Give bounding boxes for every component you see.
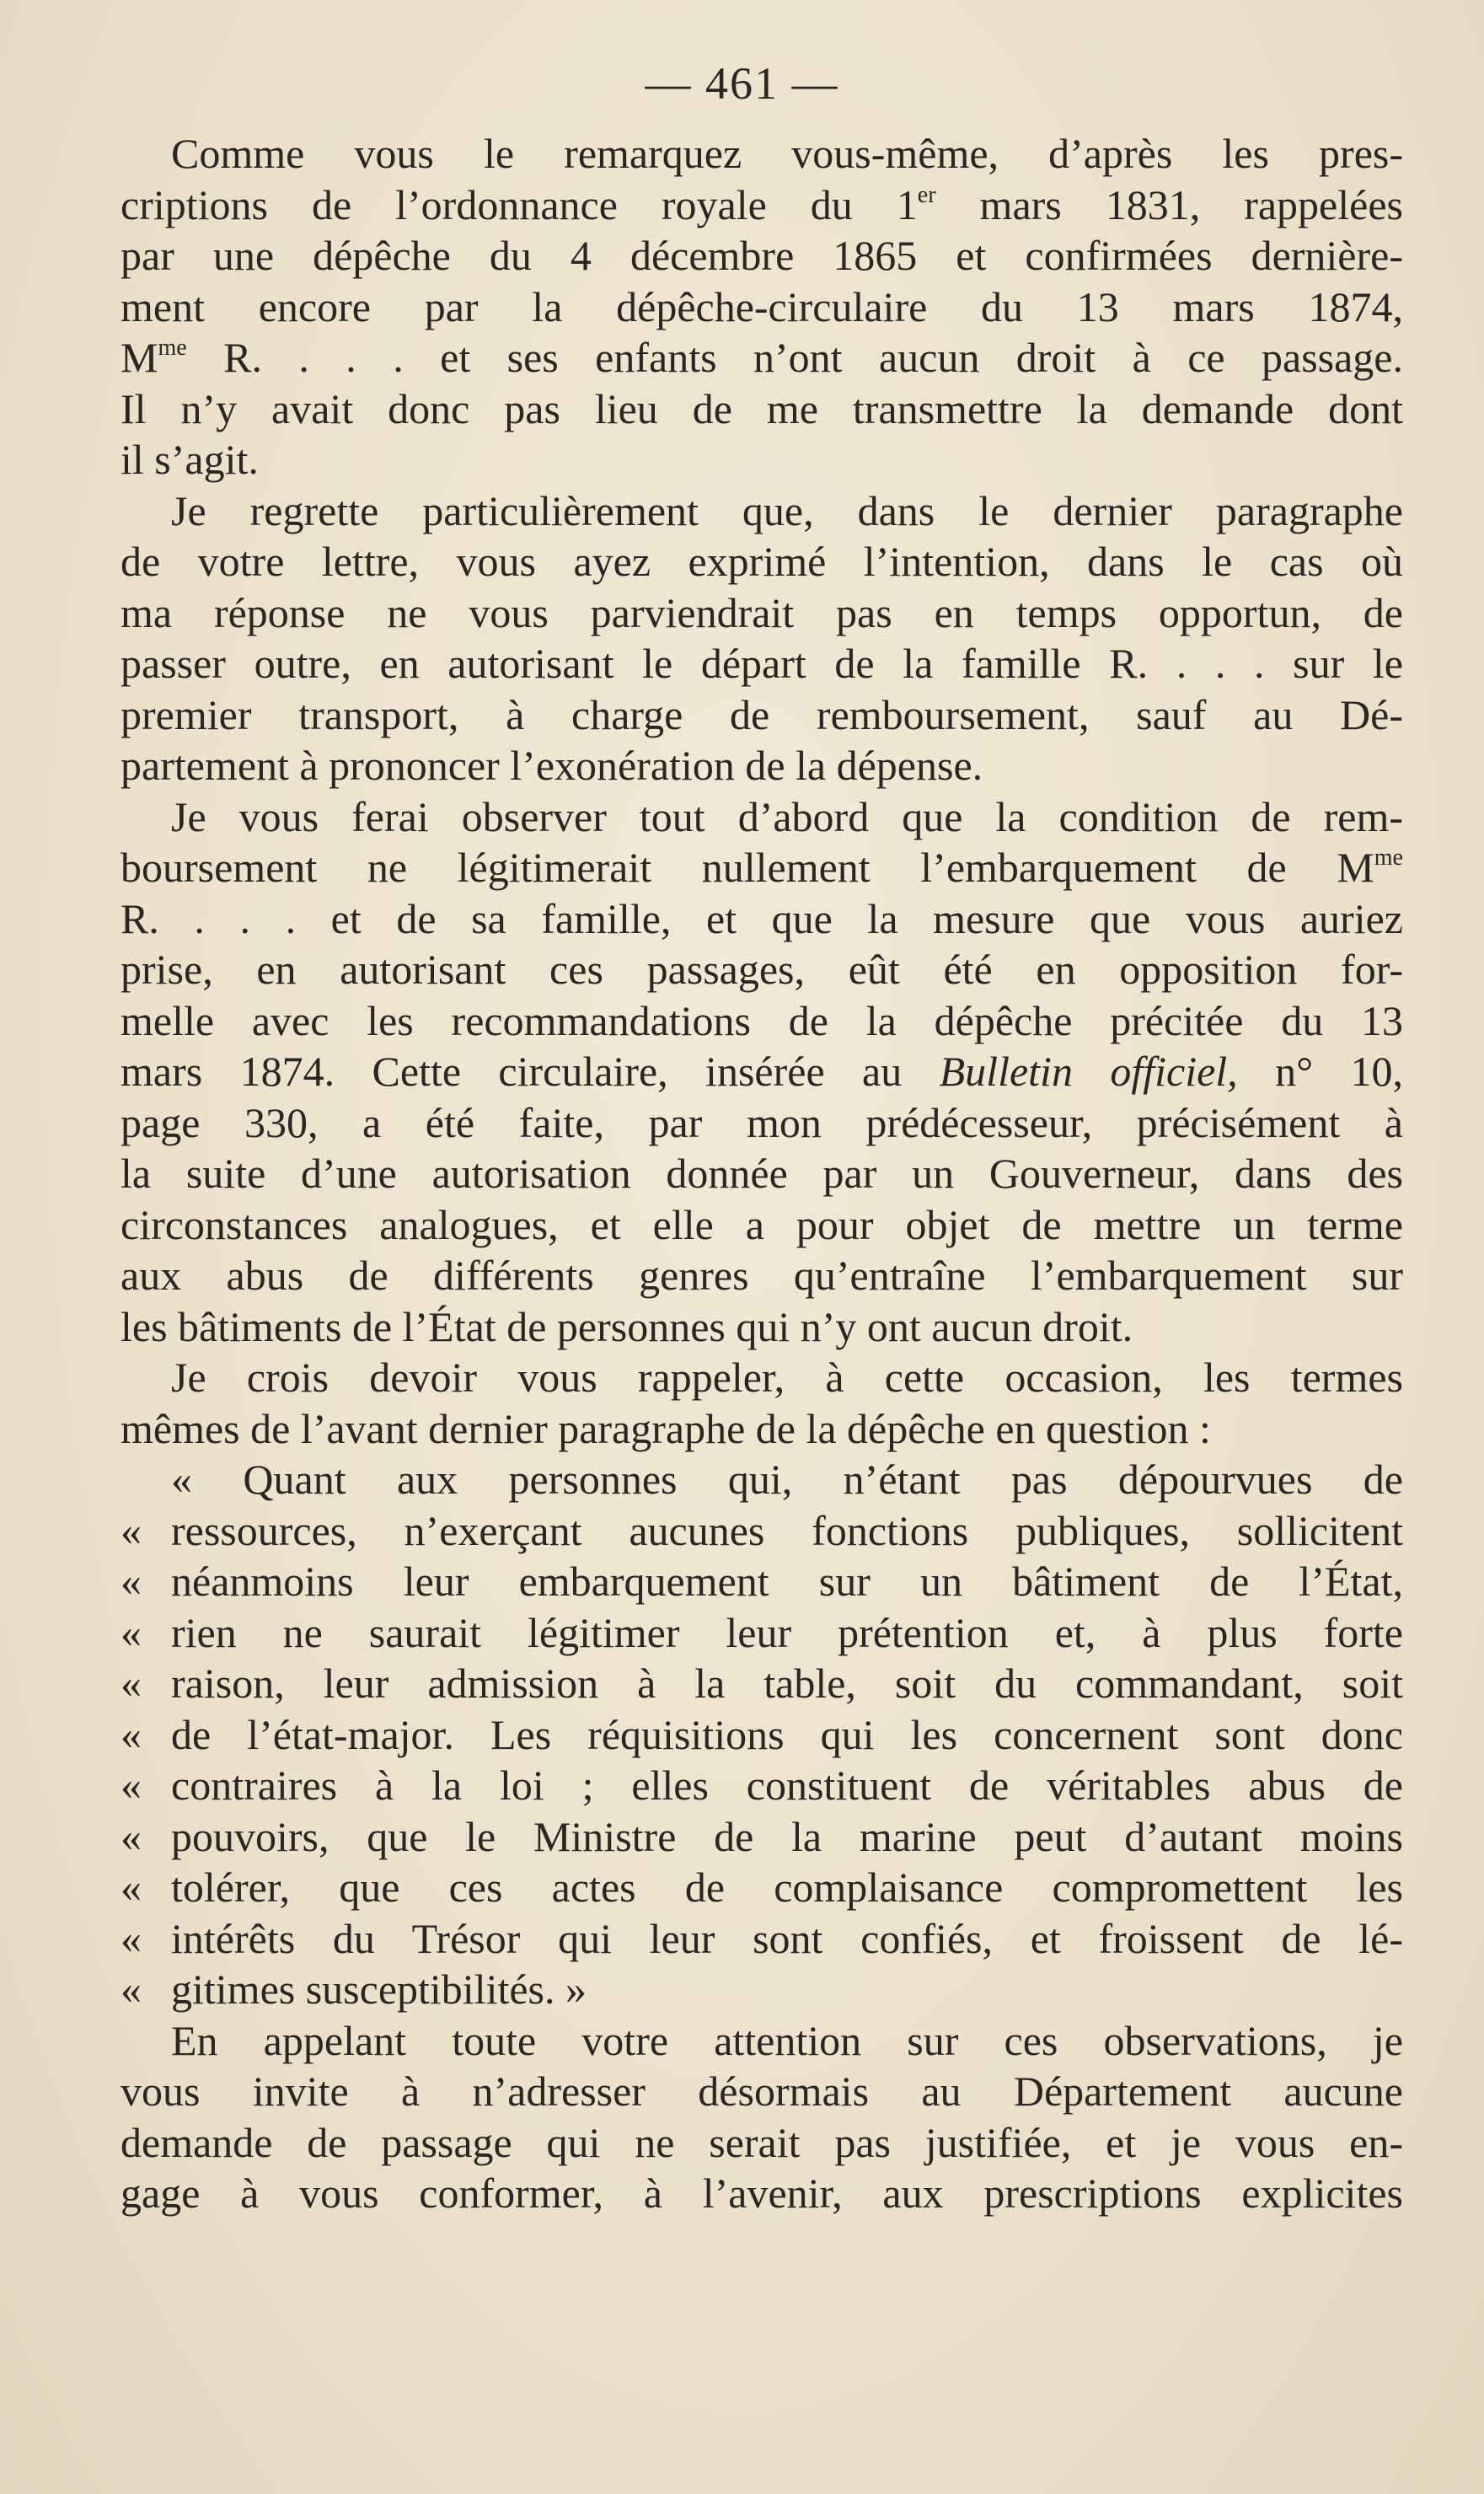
- quote-mark: «: [121, 1966, 142, 2013]
- quote-mark: «: [121, 1864, 142, 1911]
- line-text: gitimes susceptibilités. »: [171, 1966, 587, 2013]
- line-text-continued: R. . . . et ses enfants n’ont aucun droit à ce passage.: [186, 334, 1403, 381]
- italic-text: Bulletin officiel,: [939, 1048, 1238, 1095]
- text-line: [121, 1760, 1403, 1811]
- line-text: passer outre, en autorisant le départ de la famille R. . . . sur le: [121, 640, 1403, 687]
- text-line: [121, 536, 1403, 587]
- text-line: [121, 2117, 1403, 2169]
- line-text-continued: mars 1831, rappelées: [935, 180, 1403, 228]
- line-text: tolérer, que ces actes de complaisance compromettent les: [171, 1864, 1403, 1911]
- line-text: premier transport, à charge de remboursement, sauf au Dé-: [121, 690, 1403, 738]
- quote-mark: «: [121, 1762, 142, 1809]
- text-line: [121, 434, 1403, 485]
- line-text: les bâtiments de l’État de personnes qui n’y ont aucun droit.: [121, 1302, 1133, 1350]
- line-text-continued: n° 10,: [1237, 1048, 1403, 1095]
- text-line: [121, 2015, 1403, 2067]
- text-line: [121, 791, 1403, 843]
- text-line: [121, 1556, 1403, 1607]
- line-text: aux abus de différents genres qu’entraîne l’embarquement sur: [121, 1252, 1403, 1299]
- text-line: [121, 128, 1403, 180]
- text-line: [121, 1862, 1403, 1913]
- line-text: raison, leur admission à la table, soit du commandant, soit: [171, 1660, 1403, 1707]
- text-line: [121, 1964, 1403, 2015]
- line-text: Je crois devoir vous rappeler, à cette occasion, les termes: [171, 1354, 1403, 1401]
- line-text: M: [121, 334, 158, 381]
- line-text: intérêts du Trésor qui leur sont confiés, et froissent de lé-: [171, 1914, 1403, 1962]
- text-line: [121, 1913, 1403, 1965]
- line-text: circonstances analogues, et elle a pour objet de mettre un terme: [121, 1200, 1403, 1248]
- text-line: [121, 485, 1403, 537]
- text-line: [121, 2168, 1403, 2219]
- line-text: vous invite à n’adresser désormais au Département aucune: [121, 2068, 1403, 2115]
- quote-mark: «: [121, 1710, 142, 1758]
- line-text: criptions de l’ordonnance royale du 1: [121, 180, 918, 228]
- line-text: mars 1874. Cette circulaire, insérée au: [121, 1048, 940, 1095]
- line-text: Comme vous le remarquez vous-même, d’après les pres-: [171, 130, 1403, 177]
- text-line: [121, 842, 1403, 893]
- text-line: [121, 1454, 1403, 1505]
- text-line: [121, 1250, 1403, 1301]
- text-line: [121, 1658, 1403, 1709]
- quote-mark: «: [121, 1558, 142, 1605]
- line-text: En appelant toute votre attention sur ces observations, je: [171, 2016, 1403, 2064]
- text-line: [121, 1709, 1403, 1761]
- line-text: partement à prononcer l’exonération de la dépense.: [121, 742, 983, 789]
- line-text: gage à vous conformer, à l’avenir, aux prescriptions explicites: [121, 2170, 1403, 2217]
- line-text: Il n’y avait donc pas lieu de me transmettre la demande dont: [121, 384, 1403, 432]
- text-line: [121, 944, 1403, 995]
- text-line: [121, 1403, 1403, 1455]
- text-line: [121, 1352, 1403, 1403]
- line-text: « Quant aux personnes qui, n’étant pas dépourvues de: [171, 1456, 1403, 1503]
- line-text: mêmes de l’avant dernier paragraphe de la dépêche en question :: [121, 1404, 1211, 1452]
- text-line: [121, 995, 1403, 1047]
- superscript: er: [917, 181, 936, 208]
- line-text: prise, en autorisant ces passages, eût été en opposition for-: [121, 946, 1403, 993]
- quote-mark: «: [121, 1812, 142, 1860]
- line-text: il s’agit.: [121, 436, 259, 483]
- text-line: [121, 638, 1403, 689]
- text-line: [121, 332, 1403, 383]
- line-text: ressources, n’exerçant aucunes fonctions publiques, sollicitent: [171, 1506, 1403, 1554]
- line-text: par une dépêche du 4 décembre 1865 et confirmées dernière-: [121, 232, 1403, 279]
- line-text: de l’état-major. Les réquisitions qui les concernent sont donc: [171, 1710, 1403, 1758]
- quote-mark: «: [121, 1506, 142, 1554]
- line-text: la suite d’une autorisation donnée par un Gouverneur, dans des: [121, 1150, 1403, 1197]
- quote-mark: «: [121, 1608, 142, 1656]
- text-line: [121, 587, 1403, 639]
- line-text: ment encore par la dépêche-circulaire du 13 mars 1874,: [121, 282, 1403, 330]
- body-text: [121, 128, 1403, 2219]
- text-line: [121, 1607, 1403, 1659]
- text-line: [121, 383, 1403, 435]
- line-text: demande de passage qui ne serait pas justifiée, et je vous en-: [121, 2118, 1403, 2166]
- line-text: de votre lettre, vous ayez exprimé l’intention, dans le cas où: [121, 538, 1403, 585]
- text-line: [121, 1148, 1403, 1199]
- line-text: ma réponse ne vous parviendrait pas en temps opportun, de: [121, 588, 1403, 636]
- line-text: contraires à la loi ; elles constituent de véritables abus de: [171, 1762, 1403, 1809]
- line-text: page 330, a été faite, par mon prédécesseur, précisément à: [121, 1098, 1403, 1146]
- text-line: [121, 1199, 1403, 1251]
- line-text: néanmoins leur embarquement sur un bâtiment de l’État,: [171, 1558, 1403, 1605]
- line-text: rien ne saurait légitimer leur prétention et, à plus forte: [171, 1608, 1403, 1656]
- text-line: [121, 1505, 1403, 1557]
- page-number: — 461 —: [645, 58, 839, 109]
- line-text: boursement ne légitimerait nullement l’embarquement de M: [121, 844, 1374, 891]
- text-line: [121, 740, 1403, 791]
- text-line: [121, 2066, 1403, 2117]
- quote-mark: «: [121, 1914, 142, 1962]
- superscript: me: [158, 335, 187, 361]
- superscript: me: [1374, 845, 1403, 871]
- line-text: pouvoirs, que le Ministre de la marine peut d’autant moins: [171, 1812, 1403, 1860]
- line-text: R. . . . et de sa famille, et que la mesure que vous auriez: [121, 894, 1403, 942]
- quote-mark: «: [121, 1660, 142, 1707]
- text-line: [121, 1046, 1403, 1097]
- text-line: [121, 180, 1403, 231]
- text-line: [121, 230, 1403, 282]
- line-text: Je vous ferai observer tout d’abord que la condition de rem-: [171, 792, 1403, 840]
- line-text: melle avec les recommandations de la dépêche précitée du 13: [121, 996, 1403, 1044]
- text-line: [121, 282, 1403, 333]
- text-line: [121, 689, 1403, 741]
- text-line: [121, 1811, 1403, 1863]
- line-text: Je regrette particulièrement que, dans le dernier paragraphe: [171, 486, 1403, 534]
- text-line: [121, 1097, 1403, 1149]
- text-line: [121, 1301, 1403, 1353]
- text-line: [121, 893, 1403, 945]
